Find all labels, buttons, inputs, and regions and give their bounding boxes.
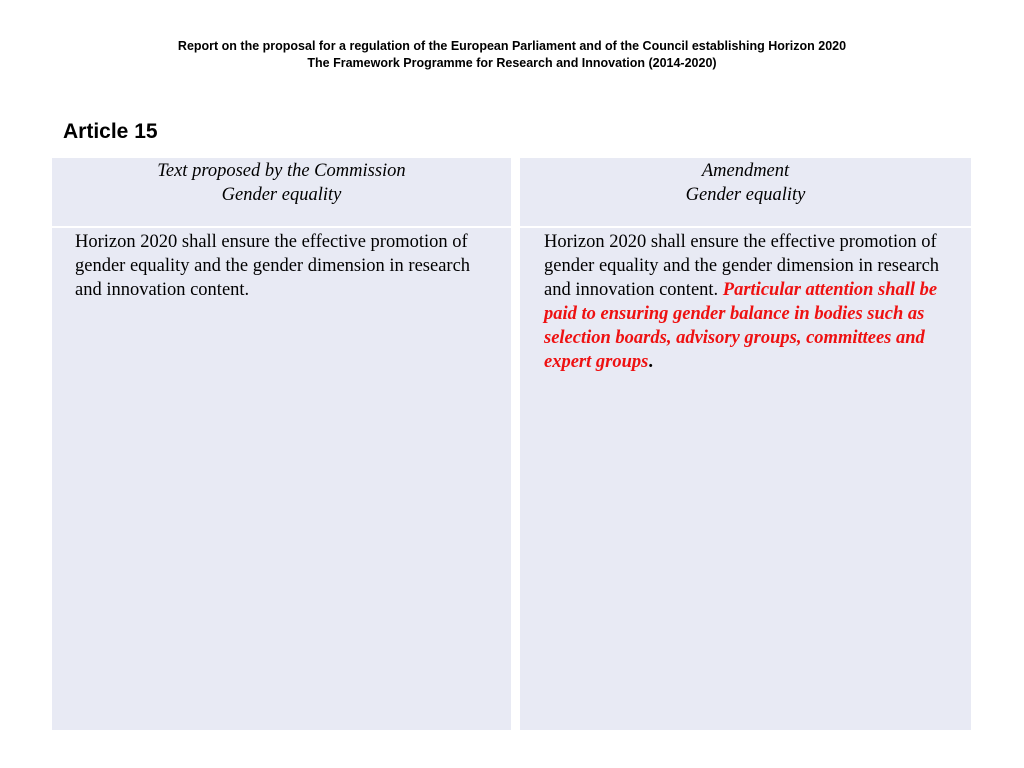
amendment-original-text: Horizon 2020 shall ensure the effective promotion of gender equality and the gender dimension in research and innovation content. (544, 232, 940, 300)
amendment-text-body (520, 228, 971, 374)
report-title-line-2: The Framework Programme for Research and Innovation (2014-2020) (307, 56, 717, 70)
amendment-column (520, 158, 971, 730)
amendment-end-punctuation: . (648, 352, 653, 372)
commission-text-body (52, 228, 511, 302)
report-header (0, 38, 1024, 72)
amendment-column-header (520, 158, 971, 228)
report-title-line-1: Report on the proposal for a regulation of the European Parliament and of the Council establishing Horizon 2020 (177, 39, 847, 53)
amendment-column-subheading: Gender equality (685, 185, 806, 205)
commission-column-heading: Text proposed by the Commission (157, 161, 406, 181)
article-title: Article 15 (63, 120, 158, 143)
amendment-added-text: Particular attention shall be paid to ensuring gender balance in bodies such as selection boards, advisory groups, committees and expert groups (544, 280, 938, 372)
commission-text-column (52, 158, 511, 730)
commission-column-subheading: Gender equality (221, 185, 342, 205)
commission-text: Horizon 2020 shall ensure the effective promotion of gender equality and the gender dimension in research and innovation content. (75, 232, 471, 300)
commission-column-header (52, 158, 511, 228)
amendment-column-heading: Amendment (701, 161, 790, 181)
